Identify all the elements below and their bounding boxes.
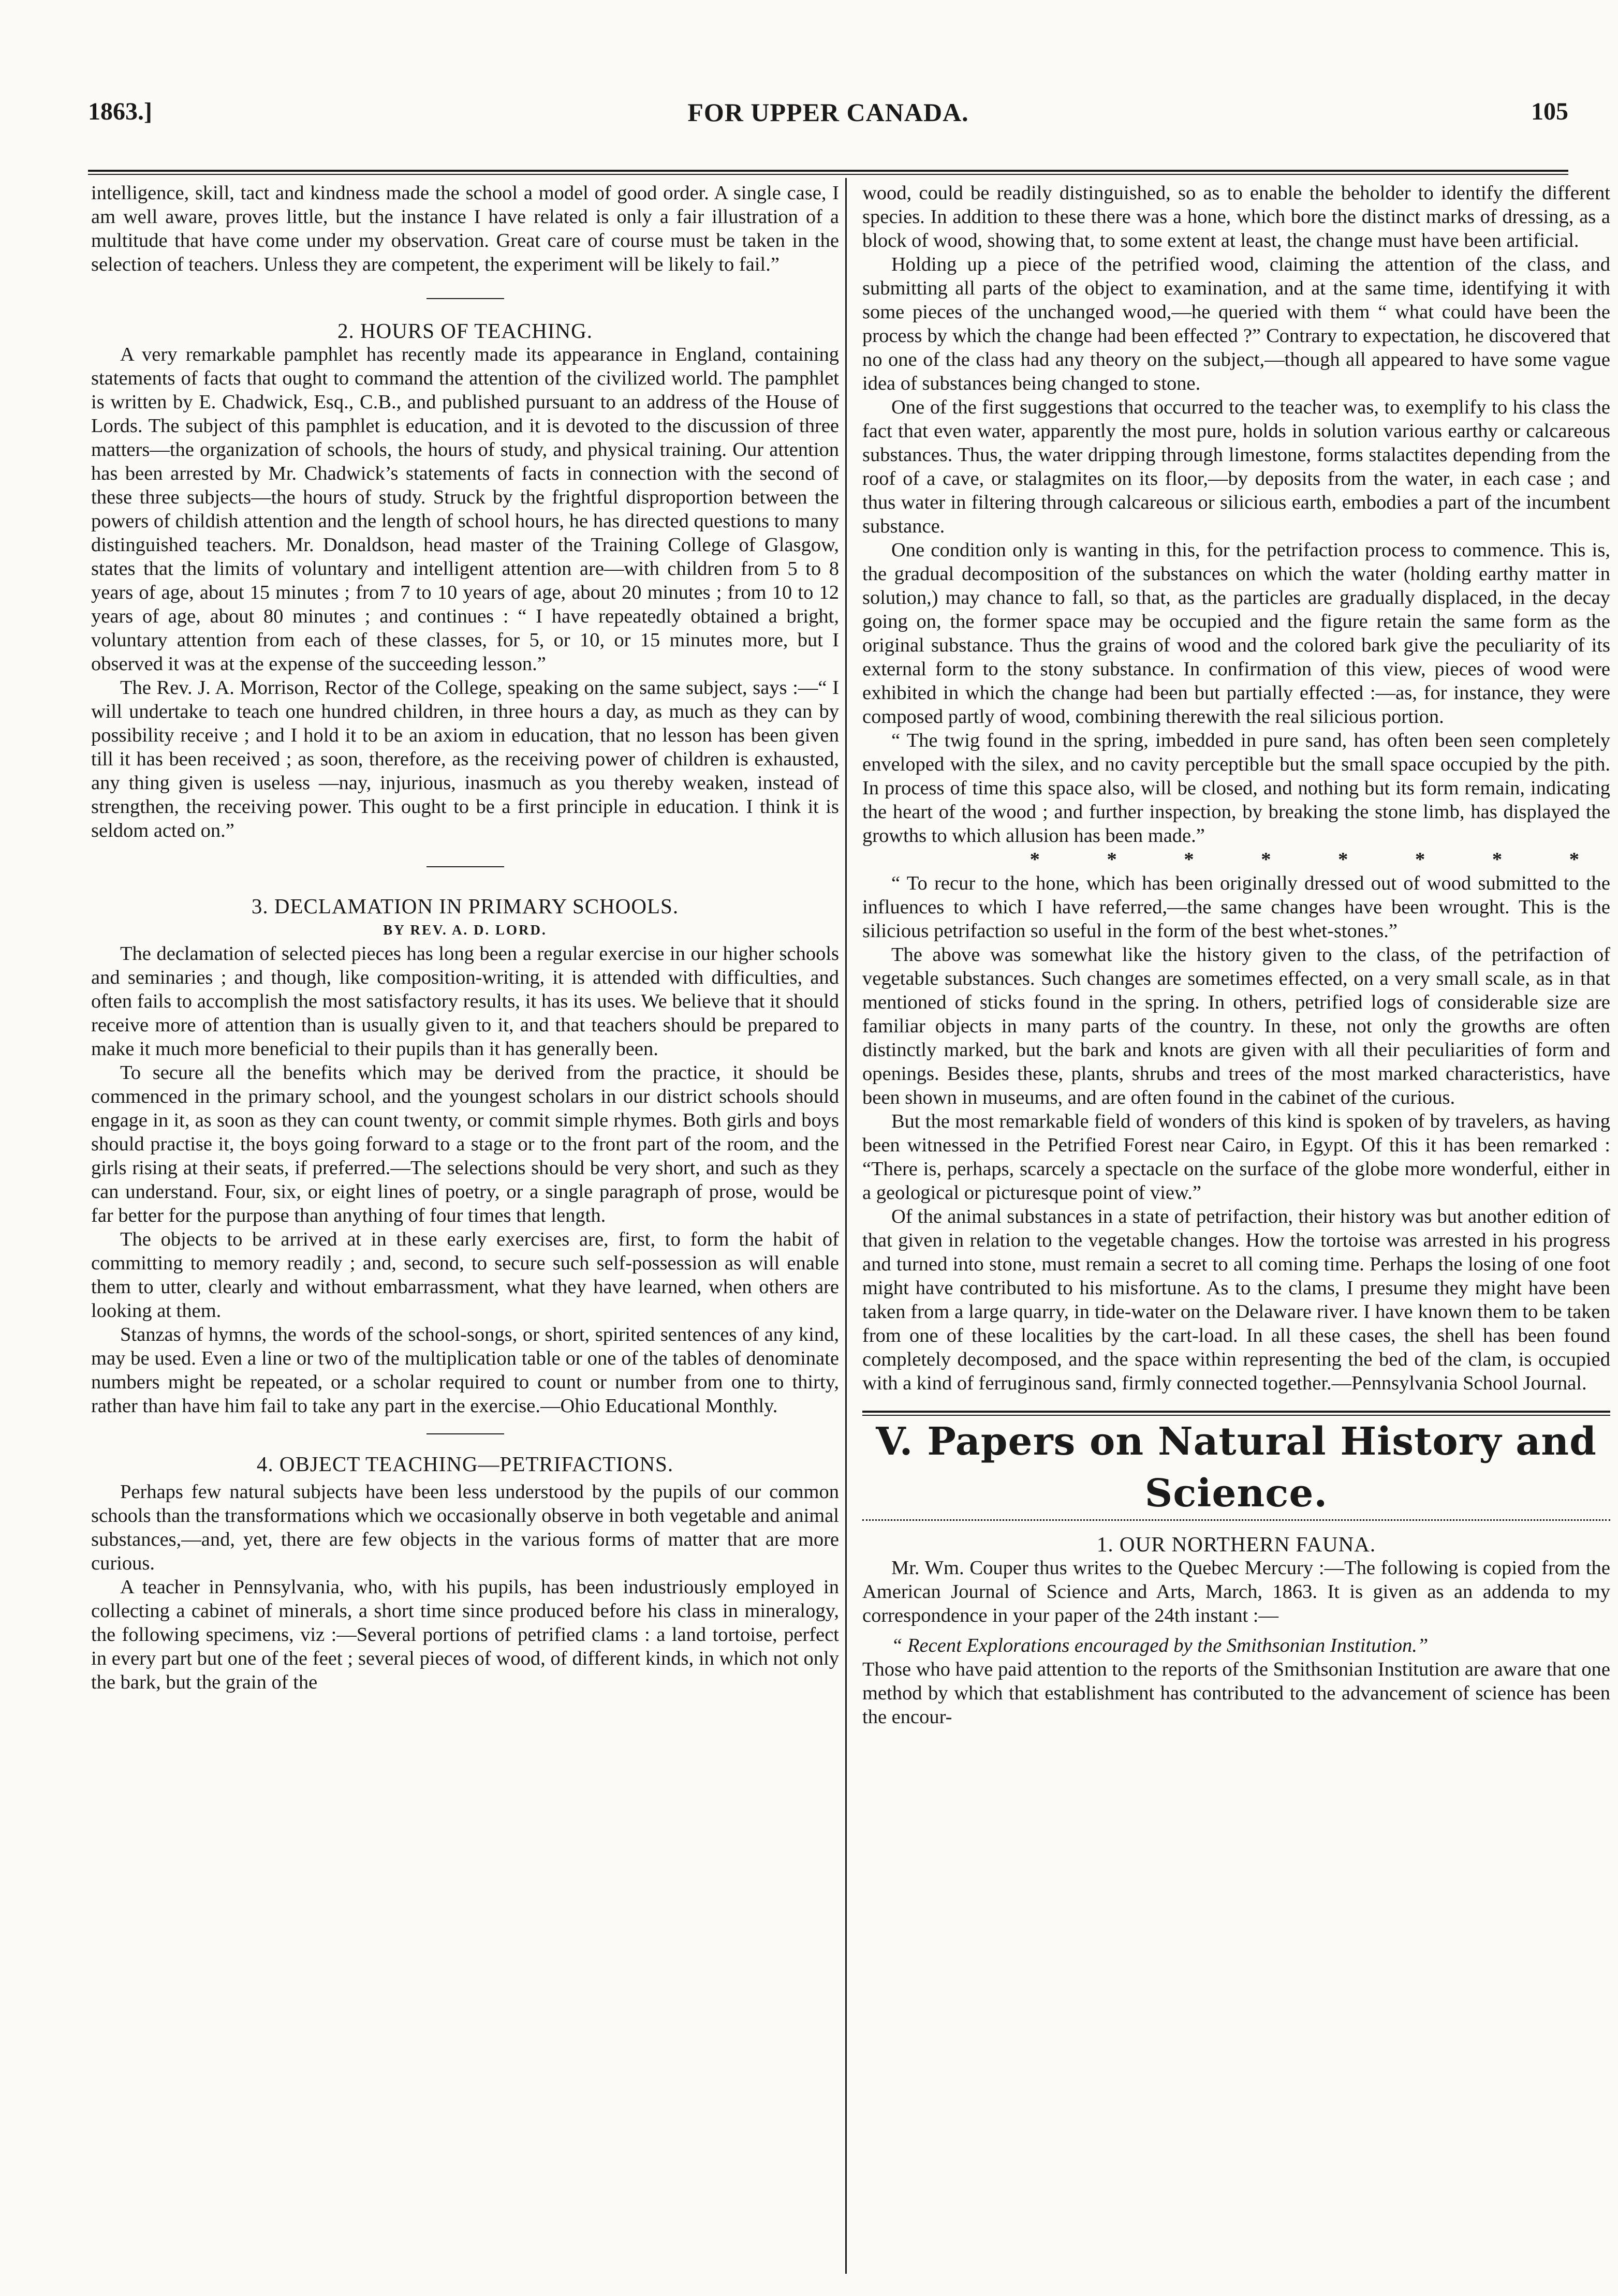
paragraph: “ To recur to the hone, which has been originally dressed out of wood submitted to the influences to which I have referred,—the same changes have been wrought. This is the silicious petrifaction so useful in the form of the best whet-stones.” [862, 872, 1610, 942]
continued-paragraph: intelligence, skill, tact and kindness made the school a model of good order. A single case, I am well aware, proves little, but the instance I have related is only a fair illustration of a multitude that have come under my observation. Great care of course must be taken in the selection of teachers. Unless they are competent, the experiment will be likely to fail.” [91, 182, 839, 275]
ellipsis-stars: * * * * * * * * [1029, 849, 1610, 870]
paragraph: A very remarkable pamphlet has recently made its appearance in England, containing statements of facts that ought to command the attention of the civilized world. The pamphlet is written by E. Chadwick, Esq., C.B., and published pursuant to an address of the House of Lords. The subject of this pamphlet is education, and it is devoted to the discussion of three matters—the organization of schools, the hours of study, and physical training. Our attention has been arrested by Mr. Chadwick’s statements of facts in connection with the second of these three subjects—the hours of study. Struck by the frightful disproportion between the powers of childish attention and the length of school hours, he has directed questions to many distinguished teachers. Mr. Donaldson, head master of the Training College of Glasgow, states that the limits of voluntary and intelligent attention are—with children from 5 to 8 years of age, about 15 minutes ; from 7 to 10 years of age, about 20 minutes ; from 10 to 12 years of age, about 80 minutes ; and continues : “ I have repeatedly obtained a bright, voluntary attention from each of these classes, for 5, or 10, or 15 minutes more, but I observed it was at the expense of the succeeding lesson.” [91, 344, 839, 675]
paragraph: Perhaps few natural subjects have been less understood by the pupils of our common schools than the transformations which we occasionally observe in both vegetable and animal substances,—and, yet, there are few objects in the various forms of matter that are more curious. [91, 1481, 839, 1574]
paragraph: The Rev. J. A. Morrison, Rector of the College, speaking on the same subject, says :—“ I will undertake to teach one hundred children, in three hours a day, as much as they can by possibility receive ; and I hold it to be an axiom in education, that no lesson has been given till it has been received ; as soon, therefore, as the receiving power of children is exhausted, any thing given is useless —nay, injurious, inasmuch as you thereby weaken, instead of strengthen, the receiving power. This ought to be a first principle in education. I think it is seldom acted on.” [91, 677, 839, 841]
section-title-declamation: 3. DECLAMATION IN PRIMARY SCHOOLS. [251, 894, 679, 918]
paragraph: The declamation of selected pieces has long been a regular exercise in our higher schools and seminaries ; and though, like composition-writing, it is attended with difficulties, and often fails to accomplish the most satisfactory results, it has its uses. We believe that it should receive more of attention than is usually given to it, and that teachers should be prepared to make it much more beneficial to their pupils than it has generally been. [91, 943, 839, 1060]
paragraph: One condition only is wanting in this, for the petrifaction process to commence. This is, the gradual decomposition of the substances on which the water (holding earthy matter in solution,) may chance to fall, so that, as the particles are gradually displaced, in the decay going on, the former space may be occupied and the figure retain the same form as the original substance. Thus the grains of wood and the colored bark give the peculiarity of its external form to the stony substance. In confirmation of this view, pieces of wood were exhibited in which the change had been but partially effected :—as, for instance, they were composed partly of wood, combining therewith the real silicious portion. [862, 539, 1610, 728]
section-title-northern-fauna: 1. OUR NORTHERN FAUNA. [1096, 1532, 1376, 1556]
section-title-object-teaching: 4. OBJECT TEACHING—PETRIFACTIONS. [256, 1452, 674, 1476]
paragraph: The above was somewhat like the history given to the class, of the petrifaction of vegetable substances. Such changes are sometimes effected, on a very small scale, as in that mentioned of sticks found in the spring. In others, petrified logs of considerable size are familiar objects in many parts of the country. In these, not only the growths are often distinctly marked, but the bark and knots are given with all their peculiarities of form and openings. Besides these, plants, shrubs and trees of the most marked characteristics, have been shown in museums, and are often found in the cabinet of the curious. [862, 944, 1610, 1108]
header-title: FOR UPPER CANADA. [687, 98, 969, 127]
paragraph: Of the animal substances in a state of petrifaction, their history was but another edition of that given in relation to the vegetable changes. How the tortoise was arrested in his progress and turned into stone, must remain a secret to all coming time. Perhaps the losing of one foot might have contributed to his misfortune. As to the clams, I presume they might have been taken from a large quarry, in tide-water on the Delaware river. I have known them to be taken from one of these localities by the cart-load. In all these cases, the shell has been found completely decomposed, and the space within representing the bed of the clam, is occupied with a kind of ferruginous sand, firmly connected together.—Pennsylvania School Journal. [862, 1206, 1610, 1394]
paragraph: Mr. Wm. Couper thus writes to the Quebec Mercury :—The following is copied from the American Journal of Science and Arts, March, 1863. It is given as an addenda to my correspondence in your paper of the 24th instant :— [862, 1557, 1610, 1626]
paragraph: A teacher in Pennsylvania, who, with his pupils, has been industriously employed in collecting a cabinet of minerals, a short time since produced before his class in mineralogy, the following specimens, viz :—Several portions of petrified clams : a land tortoise, perfect in every part but one of the feet ; several pieces of wood, of different kinds, in which not only the bark, but the grain of the [91, 1576, 839, 1693]
header-rule [88, 170, 1568, 172]
paragraph: But the most remarkable field of wonders of this kind is spoken of by travelers, as having been witnessed in the Petrified Forest near Cairo, in Egypt. Of this it has been remarked : “There is, perhaps, scarcely a spectacle on the surface of the globe more wonderful, either in a geological or picturesque point of view.” [862, 1110, 1610, 1204]
paragraph: “ The twig found in the spring, imbedded in pure sand, has often been seen completely enveloped with the silex, and no cavity perceptible but the small space occupied by the pith. In process of time this space also, will be closed, and nothing but its form remain, indicating the heart of the wood ; and further inspection, by breaking the stone limb, has displayed the growths to which allusion has been made.” [862, 730, 1610, 847]
section-title-hours-of-teaching: 2. HOURS OF TEACHING. [337, 319, 593, 343]
paragraph: Stanzas of hymns, the words of the school-songs, or short, spirited sentences of any kind, may be used. Even a line or two of the multiplication table or one of the tables of denominate numbers might be repeated, or a scholar required to count or number from one to thirty, rather than have him fail to take any part in the exercise.—Ohio Educational Monthly. [91, 1324, 839, 1417]
paragraph: Those who have paid attention to the reports of the Smithsonian Institution are aware that one method by which that establishment has contributed to the advancement of science has been the encour- [862, 1658, 1610, 1728]
running-head [88, 92, 1568, 139]
header-rule-thin [88, 174, 1568, 175]
left-column [91, 181, 839, 1694]
paragraph: The objects to be arrived at in these early exercises are, first, to form the habit of committing to memory readily ; and, second, to secure such self-possession as will enable them to utter, clearly and without embarrassment, what they have learned, when others are looking at them. [91, 1228, 839, 1322]
header-year: 1863.] [88, 98, 152, 125]
paragraph: One of the first suggestions that occurred to the teacher was, to exemplify to his class the fact that even water, apparently the most pure, holds in solution various earthy or calcareous substances. Thus, the water dripping through limestone, forms stalactites depending from the roof of a cave, or stalagmites on its floor,—by deposits from the water, in each case ; and thus water in filtering through calcareous or silicious earth, embodies a part of the incumbent substance. [862, 396, 1610, 537]
paragraph: Holding up a piece of the petrified wood, claiming the attention of the class, and submitting all parts of the object to examination, and at the same time, identifying it with some pieces of the unchanged wood,—he queried with them “ what could have been the process by which the change had been effected ?” Contrary to expectation, he discovered that no one of the class had any theory on the subject,—though all appeared to have some vague idea of substances being changed to stone. [862, 254, 1610, 394]
continued-paragraph: wood, could be readily distinguished, so as to enable the beholder to identify the different species. In addition to these there was a hone, which bore the distinct marks of dressing, as a block of wood, showing that, to some extent at least, the change must have been artificial. [862, 182, 1610, 251]
column-divider [845, 178, 847, 2274]
paragraph: To secure all the benefits which may be derived from the practice, it should be commenced in the primary school, and the youngest scholars in our district schools should engage in it, as soon as they can count twenty, or commit simple rhymes. Both girls and boys should practise it, the boys going forward to a stage or to the front part of the room, and the girls rising at their seats, if preferred.—The selections should be very short, and such as they can understand. Four, six, or eight lines of poetry, or a single paragraph of prose, would be far better for the purpose than anything of four times that length. [91, 1062, 839, 1226]
right-column [862, 181, 1610, 1729]
byline: BY REV. A. D. LORD. [383, 922, 547, 938]
quoted-heading: “ Recent Explorations encouraged by the Smithsonian Institution.” [891, 1635, 1429, 1656]
section-banner: V. Papers on Natural History and Science. [876, 1419, 1597, 1516]
page-number: 105 [1531, 98, 1568, 125]
